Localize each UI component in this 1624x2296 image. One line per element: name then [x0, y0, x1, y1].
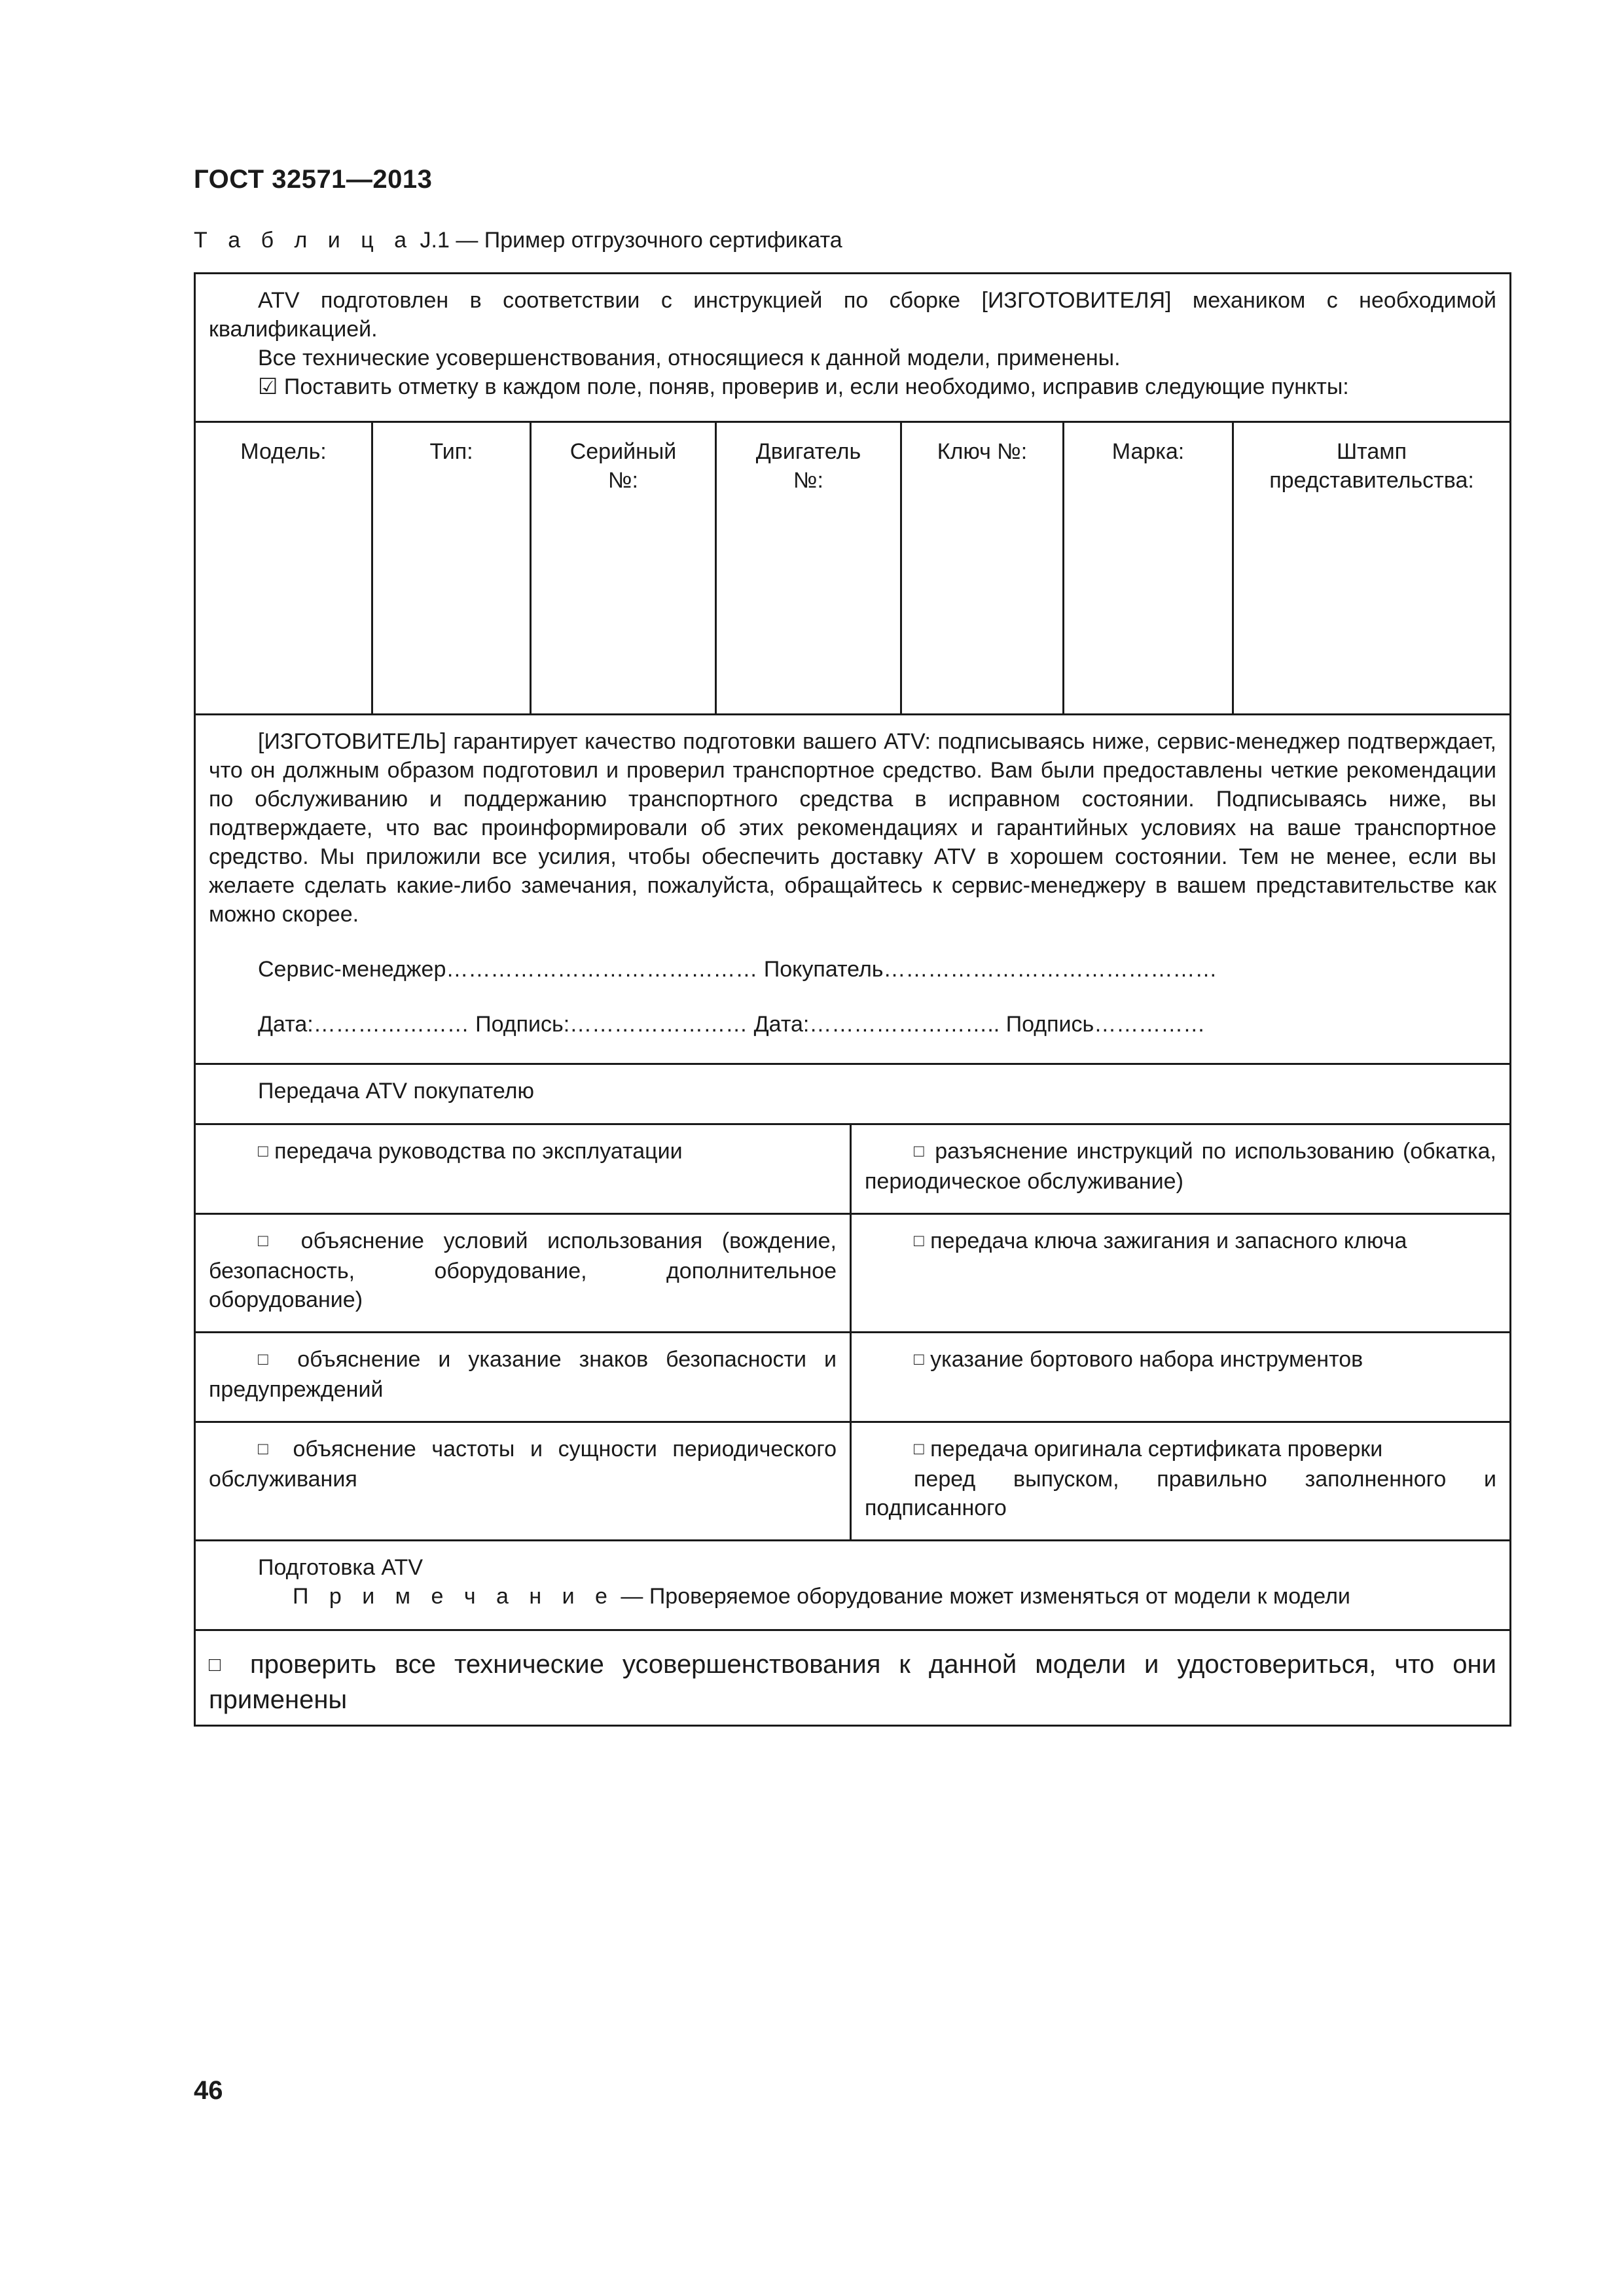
- handover-row-4: [196, 1421, 1509, 1539]
- handover-item-3[interactable]: [196, 1215, 852, 1331]
- caption-number: J.1: [420, 228, 450, 253]
- handover-item-label: объяснение условий использования (вождение, безопасность, оборудование, дополнительное оборудование): [209, 1229, 837, 1312]
- handover-item-label: указание бортового набора инструментов: [930, 1347, 1363, 1372]
- handover-item-label: передача оригинала сертификата проверки: [930, 1437, 1383, 1462]
- handover-item-2[interactable]: [852, 1125, 1509, 1213]
- preparation-check-label: проверить все технические усовершенствования к данной модели и удостовериться, что они применены: [209, 1650, 1496, 1714]
- field-stamp[interactable]: Штамп представительства:: [1232, 423, 1509, 713]
- intro-line-1: ATV подготовлен в соответствии с инструкцией по сборке [ИЗГОТОВИТЕЛЯ] механиком с необходимой квалификацией.: [209, 288, 1496, 342]
- handover-item-8-continued: перед выпуском, правильно заполненного и подписанного: [865, 1467, 1496, 1520]
- standard-header: ГОСТ 32571—2013: [194, 165, 433, 194]
- checkbox-icon[interactable]: □: [258, 1141, 268, 1160]
- field-model[interactable]: Модель:: [240, 439, 327, 464]
- shipping-certificate-table: [194, 272, 1511, 1727]
- warranty-text: [ИЗГОТОВИТЕЛЬ] гарантирует качество подготовки вашего ATV: подписываясь ниже, сервис-менеджер подтверждает, что он должным образом подготовил и проверил транспортное средство. Вам были предоставлены четкие рекомендации по обслуживанию и поддержанию транспортного средства в исправном состоянии. Подписываясь ниже, вы подтверждаете, что вас проинформировали об этих рекомендациях и гарантийных условиях на ваше транспортное средство. Мы приложили все усилия, чтобы обеспечить доставку ATV в хорошем состоянии. Тем не менее, если вы желаете сделать какие-либо замечания, пожалуйста, обращайтесь к сервис-менеджеру в вашем представительстве как можно скорее.: [209, 729, 1496, 927]
- handover-item-label: объяснение частоты и сущности периодического обслуживания: [209, 1437, 837, 1492]
- handover-item-6[interactable]: [852, 1333, 1509, 1421]
- handover-title: Передача ATV покупателю: [258, 1079, 534, 1103]
- caption-title: — Пример отгрузочного сертификата: [456, 228, 842, 253]
- handover-item-label: разъяснение инструкций по использованию (обкатка, периодическое обслуживание): [865, 1139, 1496, 1194]
- handover-title-row: [196, 1063, 1509, 1123]
- checkbox-icon[interactable]: □: [209, 1654, 232, 1676]
- handover-item-label: объяснение и указание знаков безопасности и предупреждений: [209, 1347, 837, 1402]
- checkbox-icon[interactable]: □: [914, 1230, 924, 1250]
- handover-row-3: [196, 1331, 1509, 1421]
- signature-line-2[interactable]: Дата:………………… Подпись:…………………… Дата:…………………….. Подпись……………: [258, 1012, 1206, 1037]
- signature-line-1[interactable]: Сервис-менеджер…………………………………… Покупатель………………………………………: [258, 957, 1218, 982]
- intro-line-3: ☑ Поставить отметку в каждом поле, поняв, проверив и, если необходимо, исправив следующие пункты:: [258, 374, 1349, 399]
- field-key[interactable]: Ключ №:: [900, 423, 1062, 713]
- handover-item-4[interactable]: [852, 1215, 1509, 1331]
- handover-row-2: [196, 1213, 1509, 1331]
- handover-row-1: [196, 1123, 1509, 1213]
- preparation-check-row[interactable]: [196, 1629, 1509, 1725]
- table-caption: [194, 228, 842, 253]
- caption-label: Т а б л и ц а: [194, 228, 414, 253]
- preparation-section: [196, 1539, 1509, 1629]
- handover-item-5[interactable]: [196, 1333, 852, 1421]
- preparation-note: [209, 1582, 1496, 1611]
- note-text: — Проверяемое оборудование может изменяться от модели к модели: [621, 1584, 1350, 1609]
- intro-section: [196, 274, 1509, 421]
- checkbox-icon[interactable]: □: [258, 1230, 281, 1250]
- handover-item-1[interactable]: [196, 1125, 852, 1213]
- field-serial[interactable]: Серийный №:: [530, 423, 715, 713]
- note-label: П р и м е ч а н и е: [293, 1584, 615, 1609]
- handover-item-label: передача руководства по эксплуатации: [274, 1139, 683, 1164]
- field-type[interactable]: Тип:: [371, 423, 530, 713]
- field-brand[interactable]: Марка:: [1062, 423, 1232, 713]
- checkbox-icon[interactable]: □: [258, 1439, 278, 1458]
- intro-line-2: Все технические усовершенствования, относящиеся к данной модели, применены.: [258, 346, 1121, 370]
- vehicle-data-grid: [196, 421, 1509, 713]
- checkbox-icon[interactable]: □: [914, 1141, 927, 1160]
- handover-item-label: передача ключа зажигания и запасного ключа: [930, 1229, 1407, 1253]
- field-engine[interactable]: Двигатель №:: [715, 423, 900, 713]
- warranty-section: [196, 713, 1509, 1063]
- checkbox-icon[interactable]: □: [914, 1349, 924, 1369]
- page-number: 46: [194, 2076, 223, 2105]
- checkbox-icon[interactable]: □: [258, 1349, 280, 1369]
- checkbox-icon[interactable]: □: [914, 1439, 924, 1458]
- handover-item-8[interactable]: [852, 1423, 1509, 1539]
- preparation-title: Подготовка ATV: [258, 1555, 423, 1580]
- handover-item-7[interactable]: [196, 1423, 852, 1539]
